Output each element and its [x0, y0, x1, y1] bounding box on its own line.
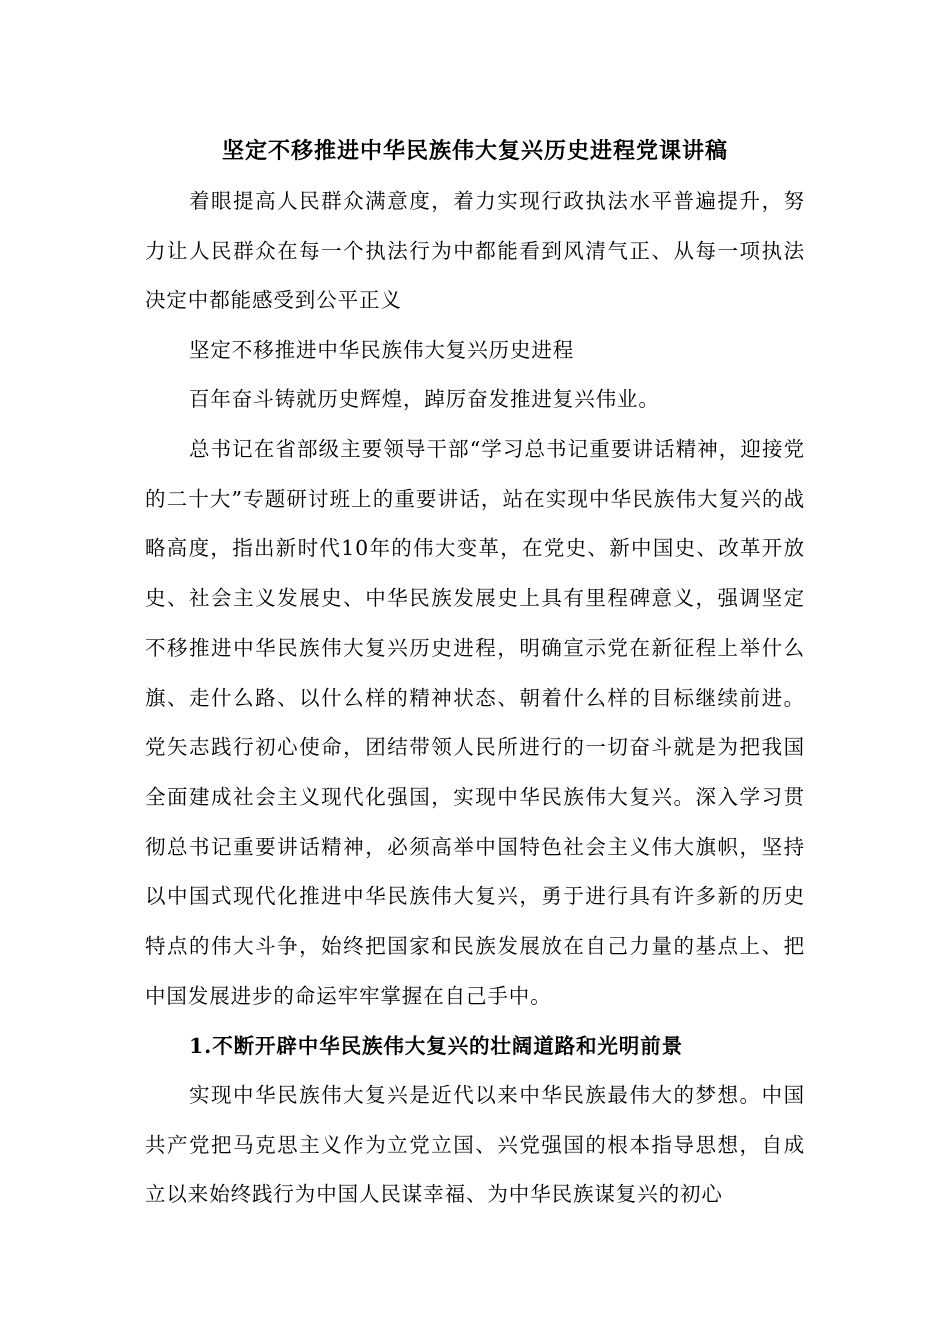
document-title: 坚定不移推进中华民族伟大复兴历史进程党课讲稿: [221, 138, 728, 164]
paragraph-lead: 百年奋斗铸就历史辉煌，踔厉奋发推进复兴伟业。: [189, 387, 660, 411]
section-heading-1: 1.不断开辟中华民族伟大复兴的壮阔道路和光明前景: [189, 1034, 683, 1058]
paragraph-subtitle: 坚定不移推进中华民族伟大复兴历史进程: [189, 338, 575, 362]
paragraph-section-1: 实现中华民族伟大复兴是近代以来中华民族最伟大的梦想。中国共产党把马克思主义作为立党立国、兴党强国的根本指导思想，自成立以来始终践行为中国人民谋幸福、为中华民族谋复兴的初心: [145, 1083, 805, 1207]
paragraph-main: 总书记在省部级主要领导干部“学习总书记重要讲话精神，迎接党的二十大”专题研讨班上的重要讲话，站在实现中华民族伟大复兴的战略高度，指出新时代10年的伟大变革，在党史、新中国史、改革开放史、社会主义发展史、中华民族发展史上具有里程碑意义，强调坚定不移推进中华民族伟大复兴历史进程，明确宣示党在新征程上举什么旗、走什么路、以什么样的精神状态、朝着什么样的目标继续前进。党矢志践行初心使命，团结带领人民所进行的一切奋斗就是为把我国全面建成社会主义现代化强国，实现中华民族伟大复兴。深入学习贯彻总书记重要讲话精神，必须高举中国特色社会主义伟大旗帜，坚持以中国式现代化推进中华民族伟大复兴，勇于进行具有许多新的历史特点的伟大斗争，始终把国家和民族发展放在自己力量的基点上、把中国发展进步的命运牢牢掌握在自己手中。: [145, 437, 805, 1008]
paragraph-intro: 着眼提高人民群众满意度，着力实现行政执法水平普遍提升，努力让人民群众在每一个执法行为中都能看到风清气正、从每一项执法决定中都能感受到公平正义: [145, 189, 805, 313]
